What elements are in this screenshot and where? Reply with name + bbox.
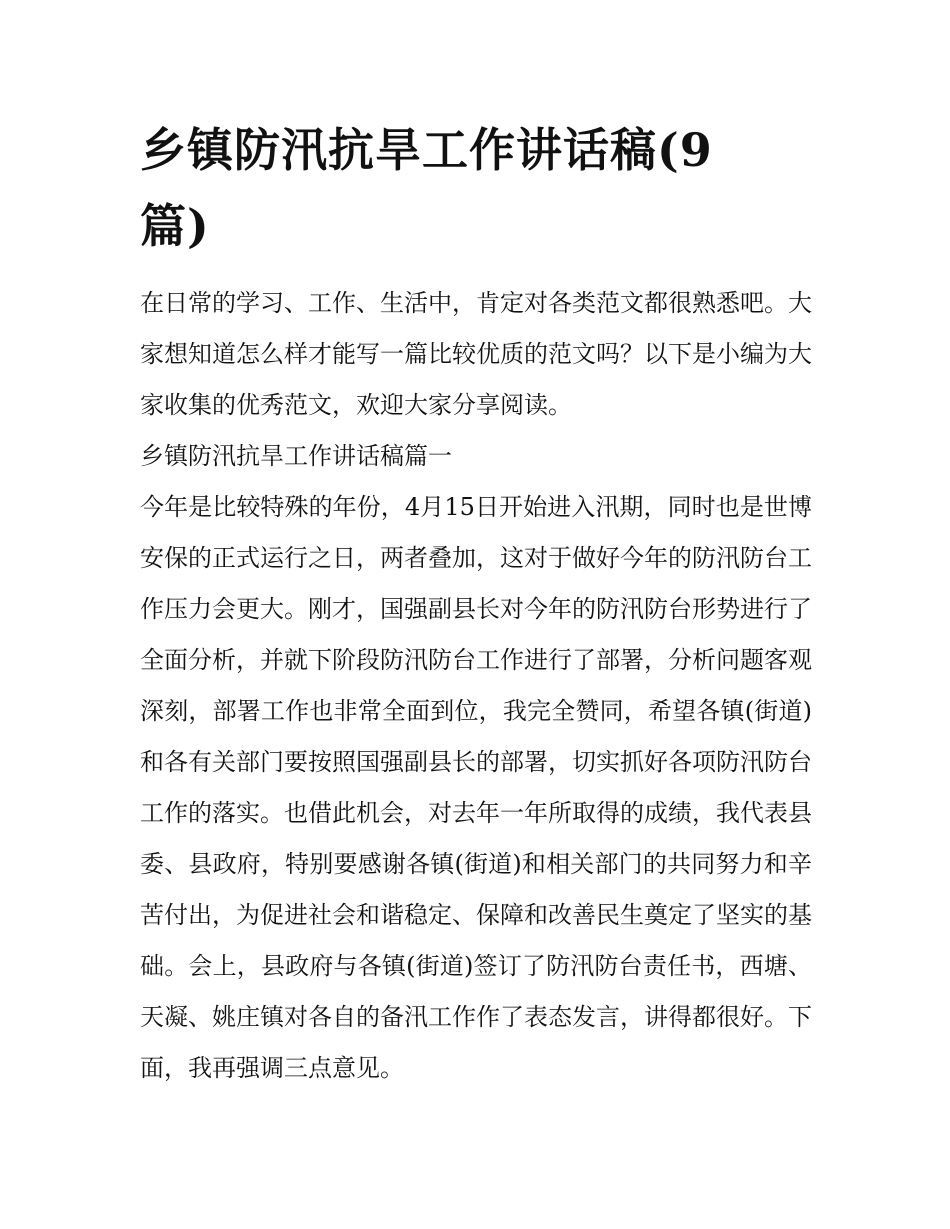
section-paragraph: 今年是比较特殊的年份，4月15日开始进入汛期，同时也是世博安保的正式运行之日，两者叠加，这对于做好今年的防汛防台工作压力会更大。刚才，国强副县长对今年的防汛防台形势进行了全面分析，并就下阶段防汛防台工作进行了部署，分析问题客观深刻，部署工作也非常全面到位，我完全赞同，希望各镇(街道)和各有关部门要按照国强副县长的部署，切实抓好各项防汛防台工作的落实。也借此机会，对去年一年所取得的成绩，我代表县委、县政府，特别要感谢各镇(街道)和相关部门的共同努力和辛苦付出，为促进社会和谐稳定、保障和改善民生奠定了坚实的基础。会上，县政府与各镇(街道)签订了防汛防台责任书，西塘、天凝、姚庄镇对各自的备汛工作作了表态发言，讲得都很好。下面，我再强调三点意见。 [140,493,812,1082]
intro-paragraph: 在日常的学习、工作、生活中，肯定对各类范文都很熟悉吧。大家想知道怎么样才能写一篇比较优质的范文吗？以下是小编为大家收集的优秀范文，欢迎大家分享阅读。 [140,289,812,419]
document-title: 乡镇防汛抗旱工作讲话稿(9篇) [140,123,713,253]
section-heading: 乡镇防汛抗旱工作讲话稿篇一 [140,442,452,470]
document-body [140,278,812,1094]
